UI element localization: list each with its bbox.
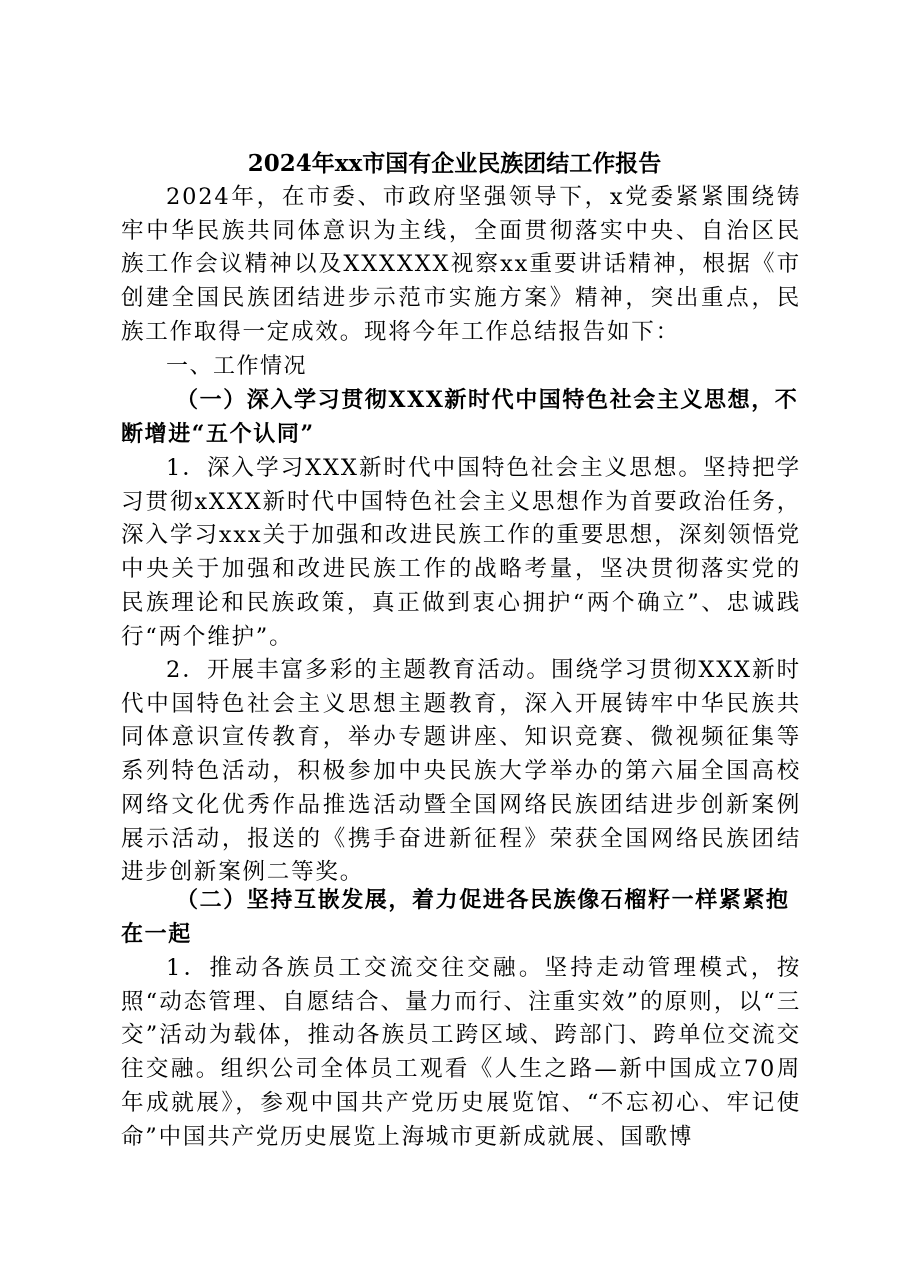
paragraph-1-1: 1．深入学习XXX新时代中国特色社会主义思想。坚持把学习贯彻xXXX新时代中国特色社会主义思想作为首要政治任务，深入学习xxx关于加强和改进民族工作的重要思想，深刻领悟党中央关于加强和改进民族工作的战略考量，坚决贯彻落实党的民族理论和民族政策，真正做到衷心拥护“两个确立”、忠诚践行“两个维护”。 xyxy=(121,455,801,650)
document-title: 2024年xx市国有企业民族团结工作报告 xyxy=(247,150,662,177)
paragraph-1-2: 2．开展丰富多彩的主题教育活动。围绕学习贯彻XXX新时代中国特色社会主义思想主题教育，深入开展铸牢中华民族共同体意识宣传教育，举办专题讲座、知识竞赛、微视频征集等系列特色活动，积极参加中央民族大学举办的第六届全国高校网络文化优秀作品推选活动暨全国网络民族团结进步创新案例展示活动，报送的《携手奋进新征程》荣获全国网络民族团结进步创新案例二等奖。 xyxy=(121,657,801,886)
subsection-heading-1: （一）深入学习贯彻XXX新时代中国特色社会主义思想，不断增进“五个认同” xyxy=(121,387,799,447)
subsection-heading-2: （二）坚持互嵌发展，着力促进各民族像石榴籽一样紧紧抱在一起 xyxy=(121,887,790,947)
intro-paragraph: 2024年，在市委、市政府坚强领导下，x党委紧紧围绕铸牢中华民族共同体意识为主线，全面贯彻落实中央、自治区民族工作会议精神以及XXXXXX视察xx重要讲话精神，根据《市创建全国民族团结进步示范市实施方案》精神，突出重点，民族工作取得一定成效。现将今年工作总结报告如下： xyxy=(121,184,801,345)
section-heading-work-status: 一、工作情况 xyxy=(166,354,308,379)
paragraph-2-1: 1．推动各族员工交流交往交融。坚持走动管理模式，按照“动态管理、自愿结合、量力而行、注重实效”的原则，以“三交”活动为载体，推动各族员工跨区域、跨部门、跨单位交流交往交融。组织公司全体员工观看《人生之路—新中国成立70周年成就展》，参观中国共产党历史展览馆、“不忘初心、牢记使命”中国共产党历史展览上海城市更新成就展、国歌博 xyxy=(121,955,801,1150)
